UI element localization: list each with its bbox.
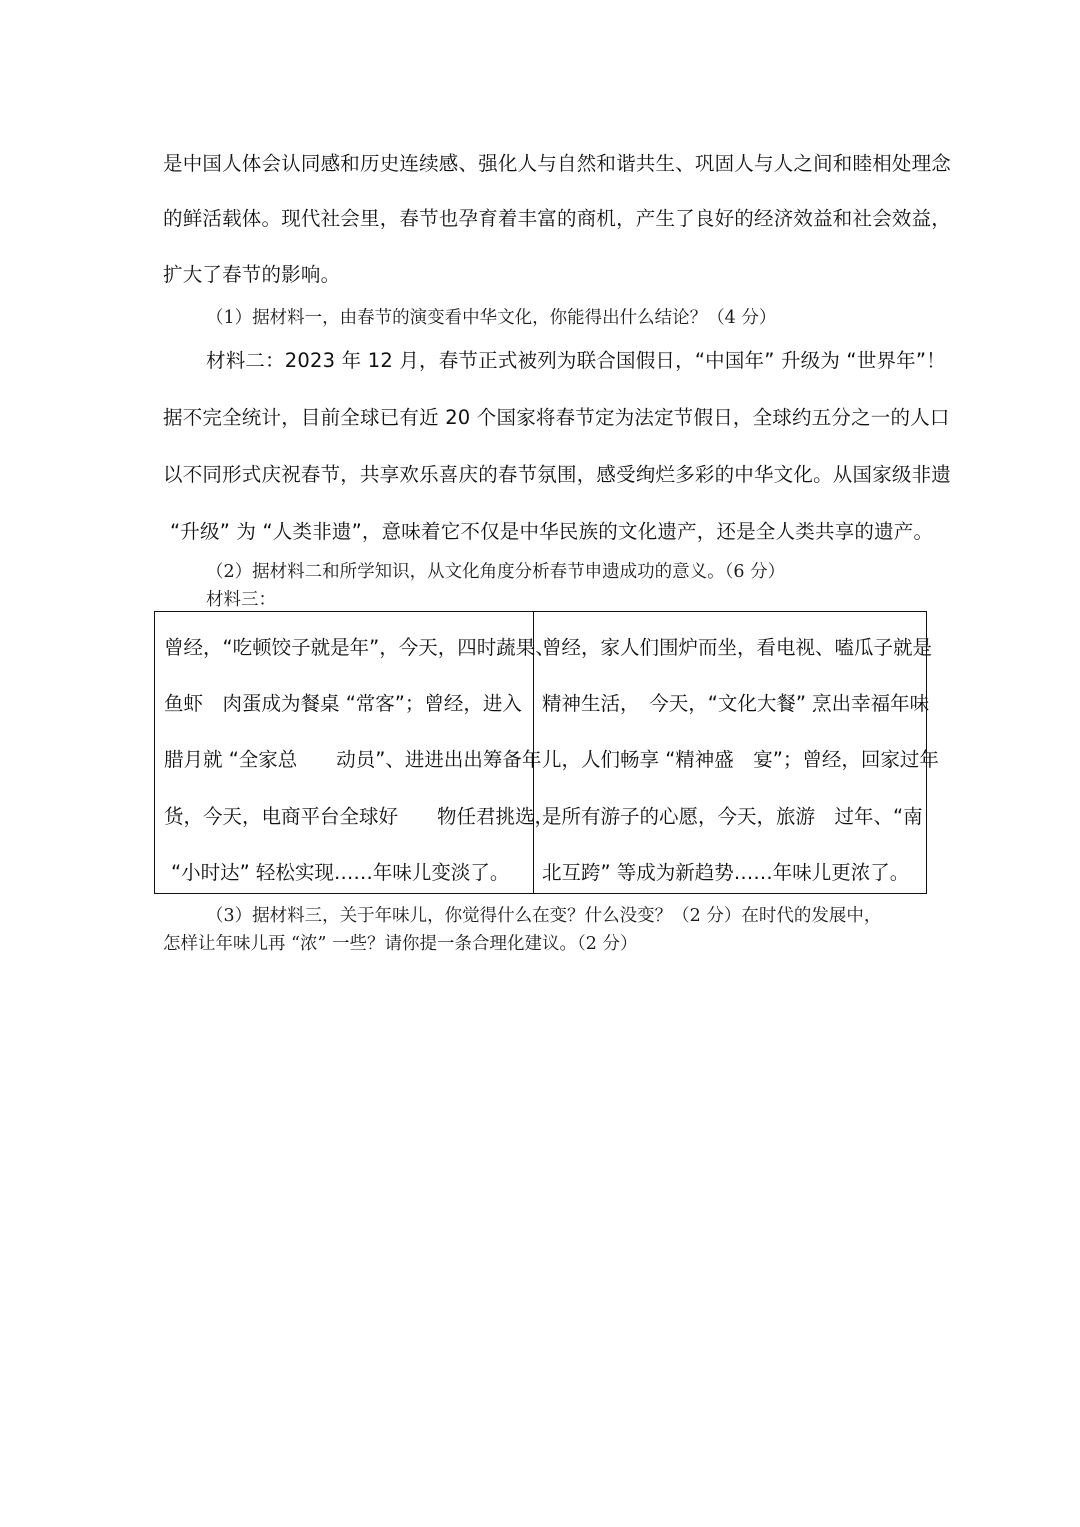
material3-label: 材料三：: [206, 590, 276, 610]
material2-line-1: 材料二：2023 年 12 月，春节正式被列为联合国假日，“中国年” 升级为 “世界年”！: [206, 349, 946, 372]
right-cell-line-3: 儿，人们畅享 “精神盛 宴”；曾经，回家过年: [542, 748, 939, 771]
question-3-line-2: 怎样让年味儿再 “浓” 一些？请你提一条合理化建议。（2 分）: [163, 934, 638, 954]
question-3-line-1: （3）据材料三，关于年味儿，你觉得什么在变？什么没变？（2 分）在时代的发展中，: [206, 906, 882, 926]
right-cell-line-1: 曾经，家人们围炉而坐，看电视、嗑瓜子就是: [542, 636, 933, 659]
right-cell-line-5: 北互跨” 等成为新趋势……年味儿更浓了。: [542, 861, 910, 884]
material3-table: [154, 611, 939, 894]
left-cell-line-1: 曾经，“吃顿饺子就是年”，今天，四时蔬果、: [164, 636, 555, 659]
left-cell-line-2: 鱼虾 肉蛋成为餐桌 “常客”；曾经，进入: [164, 692, 522, 715]
right-cell-line-2: 精神生活， 今天，“文化大餐” 烹出幸福年味: [542, 692, 930, 715]
material1-line-1: 是中国人体会认同感和历史连续感、强化人与自然和谐共生、巩固人与人之间和睦相处理念: [163, 152, 952, 175]
material2-line-4: “升级” 为 “人类非遗”，意味着它不仅是中华民族的文化遗产，还是全人类共享的遗产。: [170, 520, 934, 543]
material2-line-3: 以不同形式庆祝春节，共享欢乐喜庆的春节氛围，感受绚烂多彩的中华文化。从国家级非遗: [163, 463, 952, 486]
question-2: （2）据材料二和所学知识，从文化角度分析春节申遗成功的意义。（6 分）: [206, 562, 786, 582]
material1-line-3: 扩大了春节的影响。: [163, 263, 341, 286]
material1-line-2: 的鲜活载体。现代社会里，春节也孕育着丰富的商机，产生了良好的经济效益和社会效益，: [163, 207, 952, 230]
question-1: （1）据材料一，由春节的演变看中华文化，你能得出什么结论？（4 分）: [206, 308, 777, 328]
material2-line-2: 据不完全统计，目前全球已有近 20 个国家将春节定为法定节假日，全球约五分之一的人口: [163, 406, 950, 429]
right-cell-line-4: 是所有游子的心愿，今天，旅游 过年、“南: [542, 805, 923, 828]
left-cell-line-3: 腊月就 “全家总 动员”、进进出出筹备年: [164, 748, 542, 771]
left-cell-line-4: 货，今天，电商平台全球好 物任君挑选，: [164, 805, 555, 828]
left-cell-line-5: “小时达” 轻松实现……年味儿变淡了。: [171, 861, 510, 884]
